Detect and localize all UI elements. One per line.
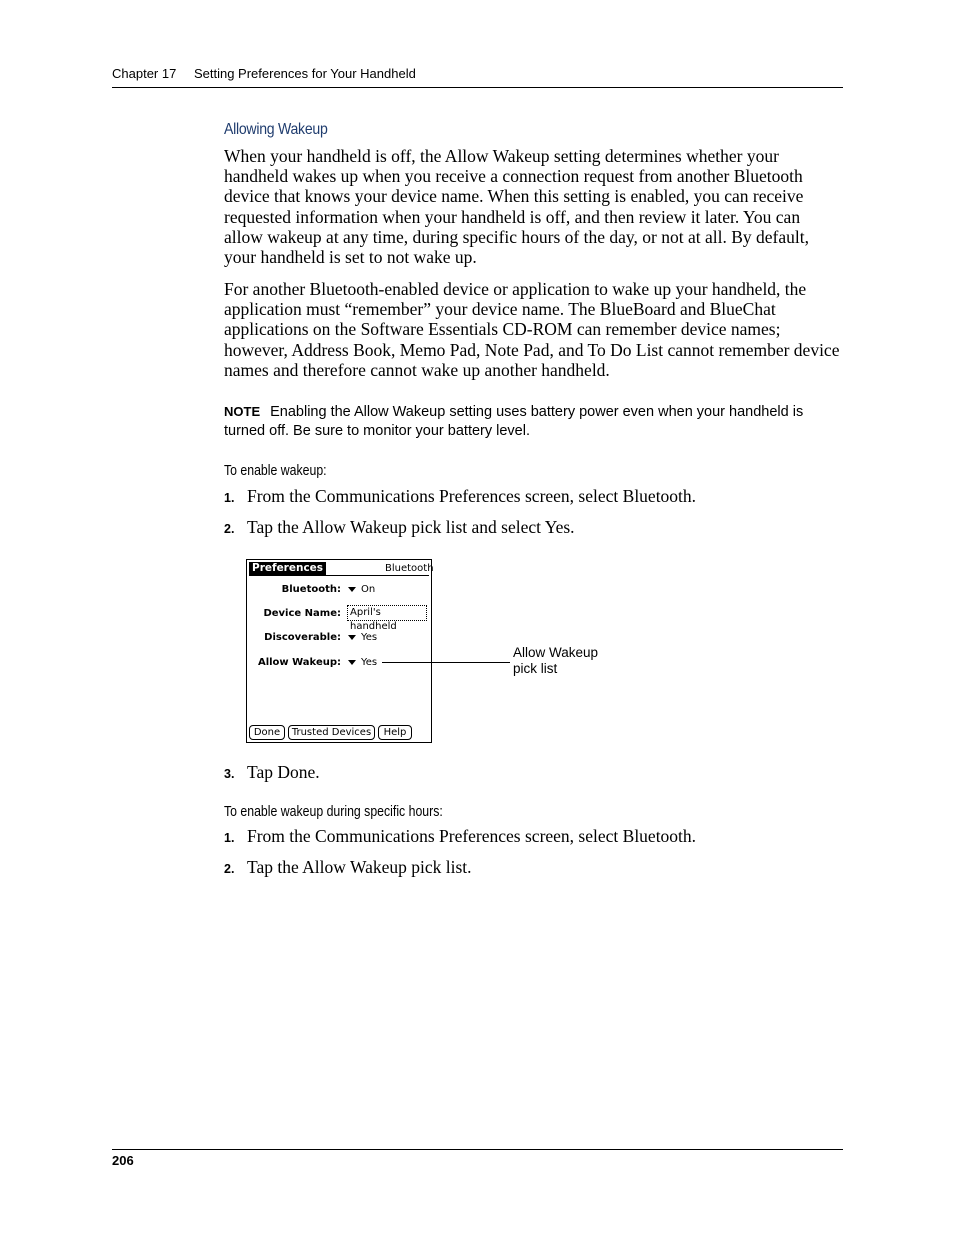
running-header [112, 66, 843, 81]
section-heading: Allowing Wakeup [224, 121, 328, 138]
help-button[interactable]: Help [378, 725, 412, 740]
step-item [224, 486, 844, 508]
device-name-field[interactable]: April's handheld [347, 605, 427, 621]
step-item [224, 762, 844, 784]
paragraph-1: When your handheld is off, the Allow Wakeup setting determines whether your handheld wakes up when you receive a connection request from another Bluetooth device that knows your device name. When this setting is enabled, you can receive requested information when your handheld is off, and then review it later. You can allow wakeup at any time, during specific hours of the day, or not at all. By default, your handheld is set to not wake up. [224, 146, 809, 268]
device-name-label: Device Name: [263, 608, 341, 619]
paragraph-2: For another Bluetooth-enabled device or application to wake up your handheld, the application must “remember” your device name. The BlueBoard and BlueChat applications on the Software Essentials CD-ROM can remember device names; however, Address Book, Memo Pad, Note Pad, and To Do List cannot remember device names and therefore cannot wake up another handheld. [224, 279, 840, 380]
discoverable-label: Discoverable: [264, 632, 341, 643]
step-number: 3. [224, 767, 235, 781]
chapter-title: Setting Preferences for Your Handheld [193, 66, 416, 81]
procedure-heading-1: To enable wakeup: [224, 462, 327, 479]
note [224, 402, 834, 441]
note-text: Enabling the Allow Wakeup setting uses battery power even when your handheld is turned off. Be sure to monitor your battery level. [224, 404, 804, 439]
footer-rule [112, 1149, 843, 1150]
procedure-heading-2: To enable wakeup during specific hours: [224, 803, 443, 820]
chapter-number: Chapter 17 [112, 66, 177, 81]
header-rule [112, 87, 843, 88]
step-number: 2. [224, 862, 235, 876]
screen-panel-name: Bluetooth [385, 563, 434, 574]
callout-label: Allow Wakeup pick list [513, 645, 599, 676]
discoverable-picklist[interactable]: Yes [348, 632, 377, 643]
step-number: 1. [224, 491, 235, 505]
screen-title-bar [249, 575, 429, 576]
step-text: From the Communications Preferences screen, select Bluetooth. [247, 486, 697, 506]
picklist-arrow-icon [348, 635, 356, 640]
allow-wakeup-label: Allow Wakeup: [257, 657, 341, 668]
screen-title: Preferences [249, 562, 326, 575]
done-button[interactable]: Done [249, 725, 285, 740]
step-item [224, 517, 844, 539]
palm-preferences-screen [246, 559, 432, 743]
picklist-arrow-icon [348, 587, 356, 592]
picklist-arrow-icon [348, 660, 356, 665]
step-text: Tap the Allow Wakeup pick list. [247, 857, 472, 877]
bluetooth-picklist[interactable]: On [348, 584, 375, 595]
page-number: 206 [112, 1153, 134, 1168]
callout-leader-line [382, 662, 510, 663]
step-text: Tap Done. [247, 762, 320, 782]
step-number: 2. [224, 522, 235, 536]
bluetooth-label: Bluetooth: [281, 584, 341, 595]
note-label: NOTE [224, 404, 261, 419]
allow-wakeup-picklist[interactable]: Yes [348, 657, 377, 668]
step-number: 1. [224, 831, 235, 845]
trusted-devices-button[interactable]: Trusted Devices [288, 725, 375, 740]
step-text: Tap the Allow Wakeup pick list and select Yes. [247, 517, 575, 537]
step-item [224, 826, 844, 848]
step-text: From the Communications Preferences screen, select Bluetooth. [247, 826, 697, 846]
step-item [224, 857, 844, 879]
